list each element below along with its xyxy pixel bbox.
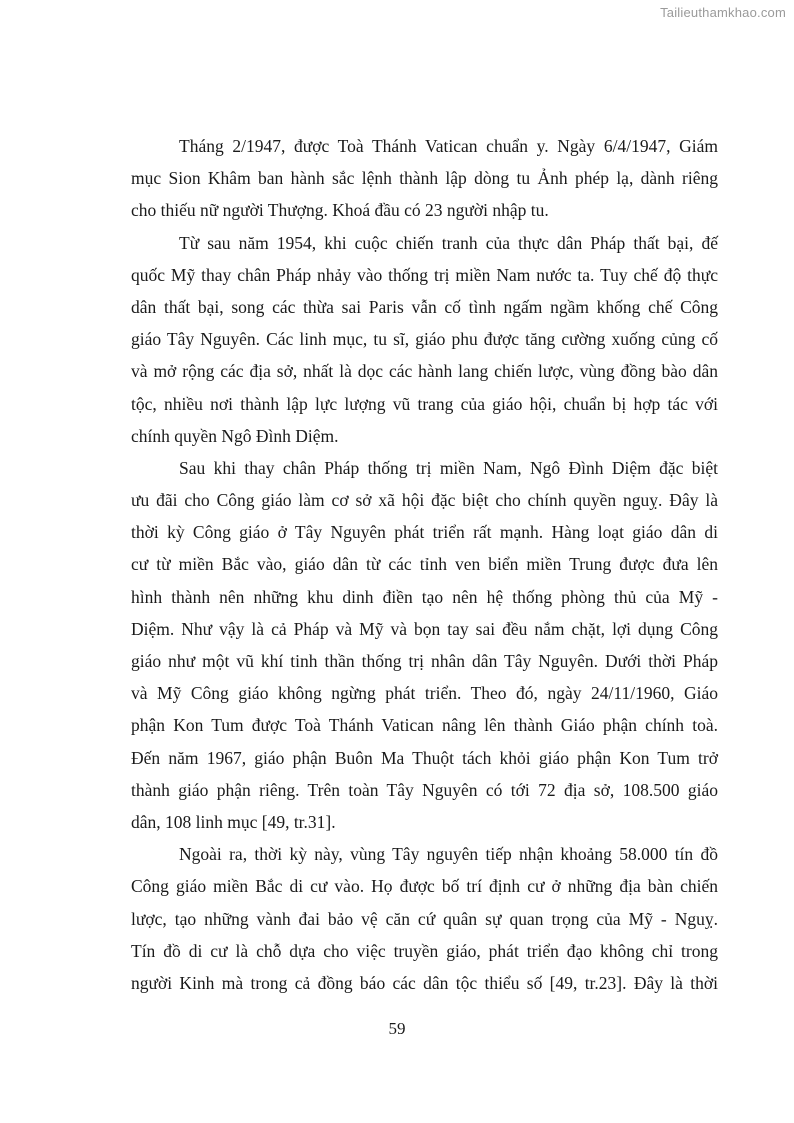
- text-line: cho thiếu nữ người Thượng. Khoá đầu có 23 người nhập tu.: [131, 200, 549, 221]
- text-line: Tháng 2/1947, được Toà Thánh Vatican chuẩn y. Ngày 6/4/1947, Giám: [179, 136, 718, 156]
- text-line: và mở rộng các địa sở, nhất là dọc các hành lang chiến lược, vùng đồng bào dân: [131, 361, 718, 382]
- text-line: lược, tạo những vành đai bảo vệ căn cứ quân sự quan trọng của Mỹ - Nguỵ.: [131, 908, 718, 929]
- text-line: quốc Mỹ thay chân Pháp nhảy vào thống trị miền Nam nước ta. Tuy chế độ thực: [131, 264, 718, 285]
- paragraph-2: [131, 227, 718, 452]
- text-line: Đến năm 1967, giáo phận Buôn Ma Thuột tách khỏi giáo phận Kon Tum trở: [131, 747, 718, 768]
- page-number: 59: [388, 1019, 406, 1038]
- document-body: [131, 130, 718, 999]
- paragraph-4: [131, 838, 718, 999]
- text-line: Tín đồ di cư là chỗ dựa cho việc truyền giáo, phát triển đạo không chỉ trong: [131, 940, 718, 961]
- text-line: giáo như một vũ khí tinh thần thống trị nhân dân Tây Nguyên. Dưới thời Pháp: [131, 651, 718, 671]
- text-line: Diệm. Như vậy là cả Pháp và Mỹ và bọn tay sai đều nắm chặt, lợi dụng Công: [131, 618, 718, 639]
- text-line: dân, 108 linh mục [49, tr.31].: [131, 811, 336, 832]
- watermark-text: Tailieuthamkhao.com: [660, 5, 786, 20]
- text-line: dân thất bại, song các thừa sai Paris vẫn cố tình ngấm ngầm khống chế Công: [131, 296, 718, 317]
- text-line: Công giáo miền Bắc di cư vào. Họ được bố trí định cư ở những địa bàn chiến: [131, 876, 718, 897]
- text-line: mục Sion Khâm ban hành sắc lệnh thành lập dòng tu Ảnh phép lạ, dành riêng: [131, 168, 718, 189]
- text-line: người Kinh mà trong cả đồng báo các dân tộc thiểu số [49, tr.23]. Đây là thời: [131, 972, 718, 993]
- text-line: phận Kon Tum được Toà Thánh Vatican nâng lên thành Giáo phận chính toà.: [131, 715, 718, 736]
- text-line: thời kỳ Công giáo ở Tây Nguyên phát triển rất mạnh. Hàng loạt giáo dân di: [131, 522, 718, 543]
- text-line: cư từ miền Bắc vào, giáo dân từ các tỉnh ven biển miền Trung được đưa lên: [131, 554, 718, 575]
- text-line: Từ sau năm 1954, khi cuộc chiến tranh của thực dân Pháp thất bại, đế: [179, 232, 718, 253]
- paragraph-3: [131, 452, 718, 838]
- text-line: tộc, nhiều nơi thành lập lực lượng vũ trang của giáo hội, chuẩn bị hợp tác với: [131, 393, 718, 414]
- text-line: thành giáo phận riêng. Trên toàn Tây Nguyên có tới 72 địa sở, 108.500 giáo: [131, 779, 718, 800]
- text-line: chính quyền Ngô Đình Diệm.: [131, 425, 339, 446]
- text-line: hình thành nên những khu dinh điền tạo nên hệ thống phòng thủ của Mỹ -: [131, 586, 718, 607]
- text-line: ưu đãi cho Công giáo làm cơ sở xã hội đặc biệt cho chính quyền nguỵ. Đây là: [131, 490, 718, 511]
- text-line: giáo Tây Nguyên. Các linh mục, tu sĩ, giáo phu được tăng cường xuống củng cố: [131, 329, 718, 350]
- text-line: Ngoài ra, thời kỳ này, vùng Tây nguyên tiếp nhận khoảng 58.000 tín đồ: [179, 844, 718, 865]
- text-line: và Mỹ Công giáo không ngừng phát triển. Theo đó, ngày 24/11/1960, Giáo: [131, 683, 718, 704]
- text-line: Sau khi thay chân Pháp thống trị miền Nam, Ngô Đình Diệm đặc biệt: [179, 457, 718, 478]
- paragraph-1: [131, 130, 718, 227]
